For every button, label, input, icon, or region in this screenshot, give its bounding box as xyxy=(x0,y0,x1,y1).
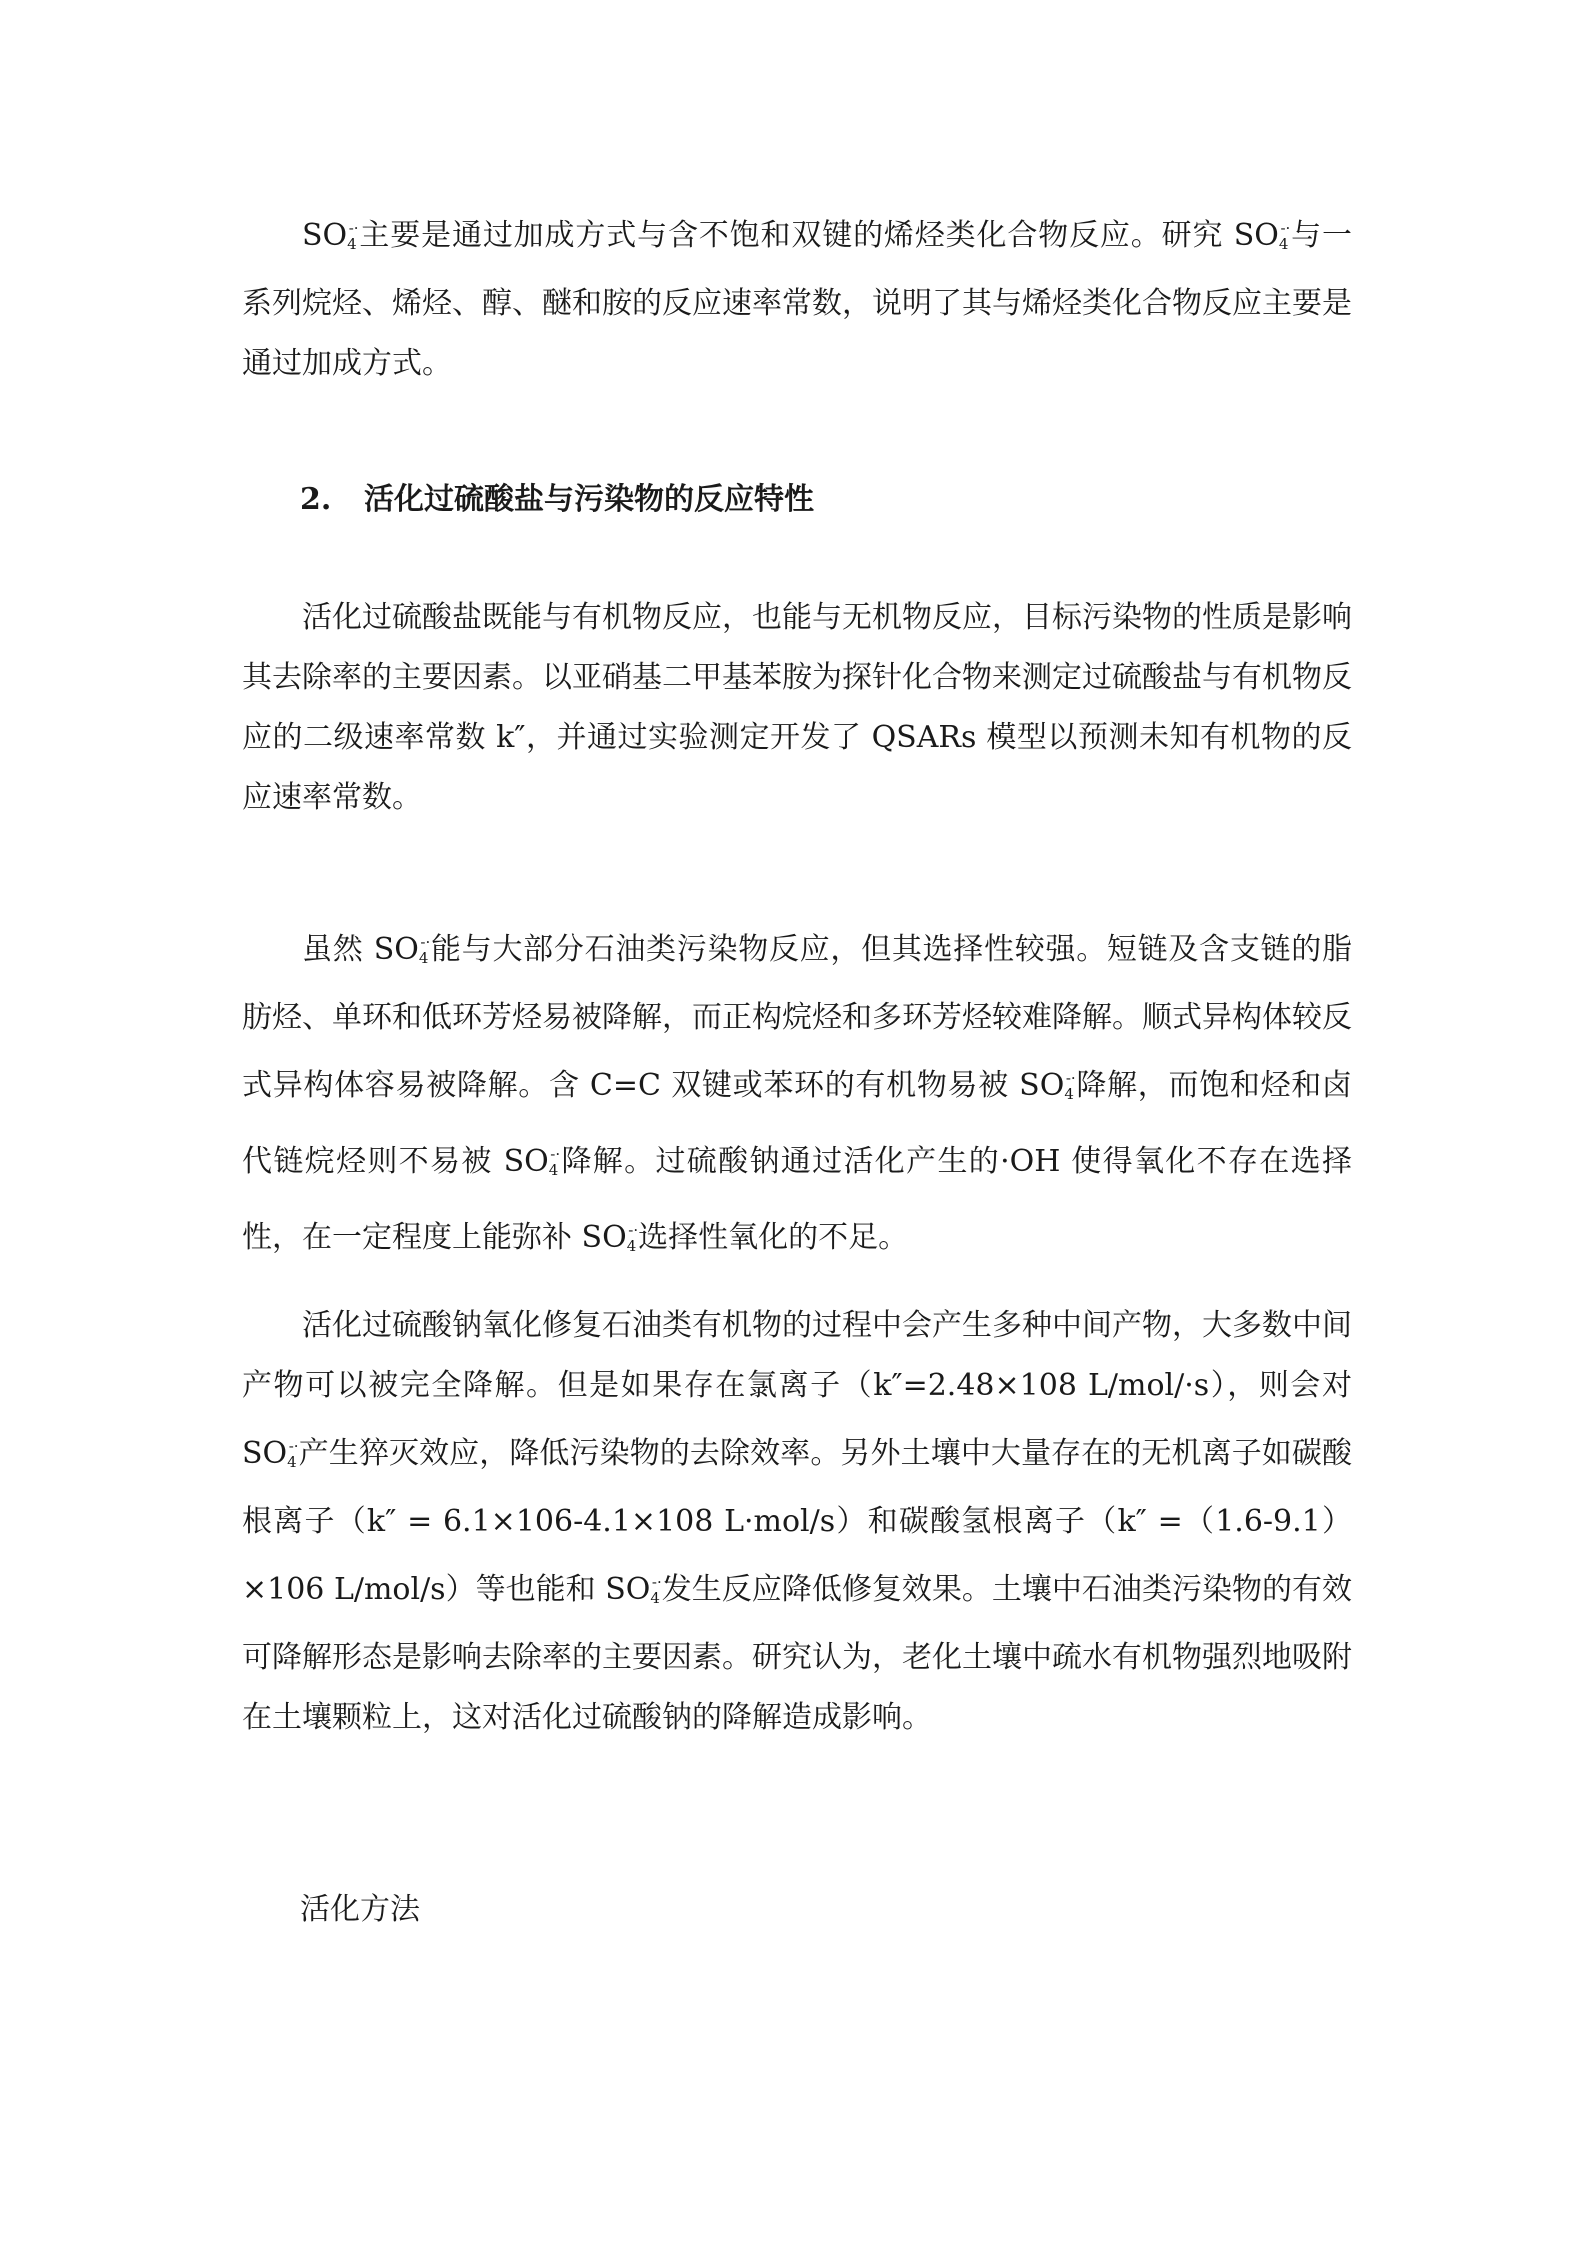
paragraph-intermediate-products xyxy=(242,1296,1352,1748)
formula-superscript: -· xyxy=(1065,1069,1076,1087)
text-run: 活化过硫酸盐既能与有机物反应，也能与无机物反应，目标污染物的性质是影响其去除率的主要因素。以亚硝基二甲基苯胺为探针化合物来测定过硫酸盐与有机物反应的二级速率常数 k″，并通过实验测定开发了 QSARs 模型以预测未知有机物的反应速率常数。 xyxy=(242,600,1352,815)
formula-base: SO xyxy=(302,218,348,253)
formula-base: SO xyxy=(1233,218,1279,253)
text-run: 虽然 xyxy=(302,932,374,967)
formula-superscript: -· xyxy=(348,219,359,237)
section-title: 活化过硫酸盐与污染物的反应特性 xyxy=(364,482,814,517)
formula-base: SO xyxy=(581,1220,627,1255)
formula-base: SO xyxy=(373,932,419,967)
formula-subscript: 4 xyxy=(548,1161,559,1179)
section-heading xyxy=(300,470,814,530)
formula-subscript: 4 xyxy=(1064,1085,1074,1103)
sulfate-radical-formula xyxy=(1234,218,1291,253)
sulfate-radical-formula xyxy=(582,1220,639,1255)
sulfate-radical-formula xyxy=(374,932,431,967)
formula-base: SO xyxy=(503,1144,549,1179)
sulfate-radical-formula xyxy=(504,1144,561,1179)
text-run: 降解。过硫酸钠通过活化产生的·OH 使得氧化不存在选择性，在一定程度上能弥补 xyxy=(242,1144,1352,1255)
formula-base: SO xyxy=(605,1572,651,1607)
sulfate-radical-formula xyxy=(1019,1068,1076,1103)
paragraph-selectivity xyxy=(242,912,1352,1276)
formula-superscript: -· xyxy=(1280,219,1291,237)
text-run: 降解，而饱和烃和卤代链烷烃则不易被 xyxy=(242,1068,1353,1179)
formula-base: SO xyxy=(1019,1068,1065,1103)
formula-superscript: -· xyxy=(550,1145,561,1163)
text-run: 主要是通过加成方式与含不饱和双键的烯烃类化合物反应。研究 xyxy=(358,218,1234,253)
section-number: 2. xyxy=(300,482,332,517)
formula-base: SO xyxy=(242,1436,288,1471)
formula-subscript: 4 xyxy=(1278,235,1289,253)
formula-subscript: 4 xyxy=(650,1589,660,1607)
formula-superscript: -· xyxy=(288,1437,299,1455)
sulfate-radical-formula xyxy=(605,1572,662,1607)
formula-superscript: -· xyxy=(651,1573,662,1591)
formula-superscript: -· xyxy=(628,1221,639,1239)
text-run: 产生猝灭效应，降低污染物的去除效率。另外土壤中大量存在的无机离子如碳酸根离子（k″ = 6.1×106-4.1×108 L·mol/s）和碳酸氢根离子（k″ =（1.6-9.1）×106 L/mol/s）等也能和 xyxy=(242,1436,1352,1607)
sulfate-radical-formula xyxy=(302,218,359,253)
subheading-activation-methods: 活化方法 xyxy=(300,1892,420,1927)
text-run: 能与大部分石油类污染物反应，但其选择性较强。短链及含支链的脂肪烃、单环和低环芳烃易被降解，而正构烷烃和多环芳烃较难降解。顺式异构体较反式异构体容易被降解。含 C=C 双键或苯环的有机物易被 xyxy=(242,932,1352,1103)
formula-subscript: 4 xyxy=(626,1237,637,1255)
text-run: 与一系列烷烃、烯烃、醇、醚和胺的反应速率常数，说明了其与烯烃类化合物反应主要是通过加成方式。 xyxy=(242,218,1352,381)
text-run: 选择性氧化的不足。 xyxy=(638,1220,909,1255)
formula-subscript: 4 xyxy=(287,1453,297,1471)
formula-subscript: 4 xyxy=(347,235,357,253)
text-run: 活化过硫酸钠氧化修复石油类有机物的过程中会产生多种中间产物，大多数中间产物可以被完全降解。但是如果存在氯离子（k″=2.48×108 L/mol/·s），则会对 xyxy=(242,1308,1352,1403)
formula-subscript: 4 xyxy=(418,949,429,967)
paragraph-sulfate-radical-addition xyxy=(242,198,1352,394)
formula-superscript: -· xyxy=(420,933,431,951)
paragraph-reaction-characteristics xyxy=(242,588,1352,828)
sulfate-radical-formula xyxy=(242,1436,299,1471)
text-run: 发生反应降低修复效果。土壤中石油类污染物的有效可降解形态是影响去除率的主要因素。研究认为，老化土壤中疏水有机物强烈地吸附在土壤颗粒上，这对活化过硫酸钠的降解造成影响。 xyxy=(242,1572,1353,1735)
